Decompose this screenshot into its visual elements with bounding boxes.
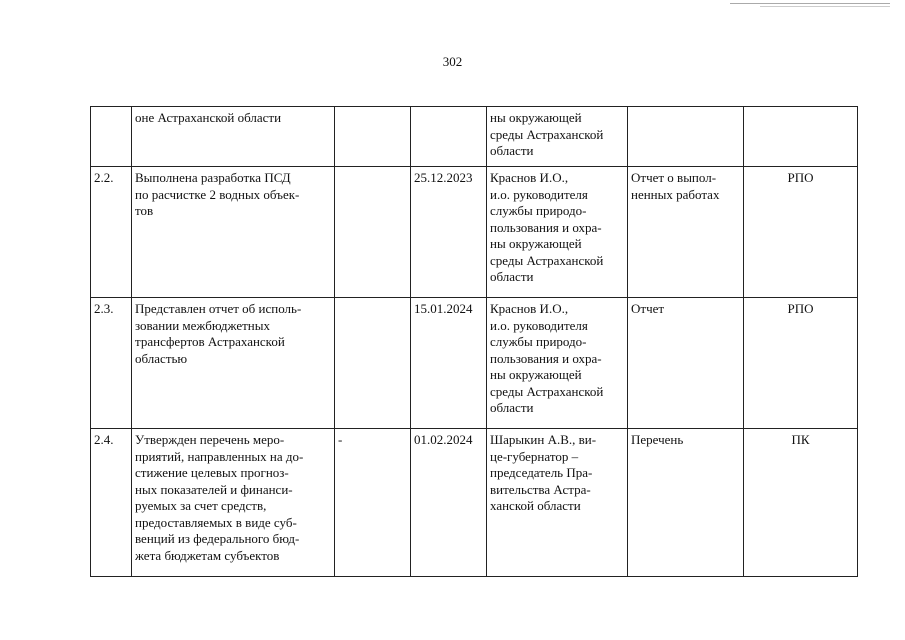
result-cell-line: трансфертов Астраханской bbox=[135, 334, 285, 349]
document-cell-line: Отчет о выпол- bbox=[631, 170, 717, 185]
result-cell bbox=[132, 107, 335, 167]
code-cell: РПО bbox=[744, 298, 858, 429]
result-cell-line: руемых за счет средств, bbox=[135, 498, 267, 513]
code-cell: РПО bbox=[744, 167, 858, 298]
responsible-cell bbox=[487, 107, 628, 167]
base-cell: - bbox=[335, 429, 411, 577]
result-cell-line: Утвержден перечень меро- bbox=[135, 432, 285, 447]
responsible-cell-line: и.о. руководителя bbox=[490, 317, 588, 333]
result-cell-line: ных показателей и финанси- bbox=[135, 481, 293, 497]
base-cell bbox=[335, 167, 411, 298]
responsible-cell-line: среды Астраханской bbox=[490, 126, 604, 142]
result-cell-line: тов bbox=[135, 203, 154, 218]
row-number-cell bbox=[91, 107, 132, 167]
responsible-cell-line: и.о. руководителя bbox=[490, 186, 588, 202]
result-cell-line: венций из федерального бюд- bbox=[135, 531, 300, 546]
responsible-cell bbox=[487, 429, 628, 577]
result-cell-line: Выполнена разработка ПСД bbox=[135, 170, 291, 185]
document-cell bbox=[628, 429, 744, 577]
document-cell bbox=[628, 107, 744, 167]
result-cell-line: областью bbox=[135, 350, 188, 366]
responsible-cell-line: пользования и охра- bbox=[490, 350, 602, 366]
responsible-cell-line: среды Астраханской bbox=[490, 252, 604, 268]
responsible-cell-line: ны окружающей bbox=[490, 110, 582, 125]
result-cell-line: предоставляемых в виде суб- bbox=[135, 514, 297, 530]
responsible-cell-line: це-губернатор – bbox=[490, 448, 579, 464]
responsible-cell-line: службы природо- bbox=[490, 334, 587, 349]
responsible-cell-line: пользования и охра- bbox=[490, 219, 602, 235]
scan-artifact-line bbox=[730, 3, 890, 4]
responsible-cell-line: Шарыкин А.В., ви- bbox=[490, 432, 597, 447]
result-cell bbox=[132, 429, 335, 577]
document-cell-line: ненных работах bbox=[631, 186, 720, 202]
base-cell bbox=[335, 107, 411, 167]
document-cell-line: Перечень bbox=[631, 432, 684, 447]
page-number: 302 bbox=[442, 54, 463, 69]
responsible-cell-line: среды Астраханской bbox=[490, 383, 604, 399]
results-table bbox=[90, 106, 858, 577]
table-body bbox=[91, 107, 858, 577]
result-cell-line: жета бюджетам субъектов bbox=[135, 547, 280, 563]
responsible-cell-line: службы природо- bbox=[490, 203, 587, 218]
scan-artifact-line bbox=[760, 6, 890, 7]
row-number-cell: 2.4. bbox=[91, 429, 132, 577]
table-row bbox=[91, 167, 858, 298]
responsible-cell-line: вительства Астра- bbox=[490, 481, 591, 497]
responsible-cell-line: Краснов И.О., bbox=[490, 170, 569, 185]
code-cell bbox=[744, 107, 858, 167]
responsible-cell-line: ны окружающей bbox=[490, 236, 582, 251]
table-row bbox=[91, 298, 858, 429]
table-row bbox=[91, 429, 858, 577]
date-cell: 01.02.2024 bbox=[411, 429, 487, 577]
result-cell bbox=[132, 298, 335, 429]
result-cell-line: по расчистке 2 водных объек- bbox=[135, 186, 300, 202]
base-cell bbox=[335, 298, 411, 429]
date-cell bbox=[411, 107, 487, 167]
responsible-cell-line: Краснов И.О., bbox=[490, 301, 569, 316]
result-cell-line: зовании межбюджетных bbox=[135, 317, 270, 333]
responsible-cell-line: ханской области bbox=[490, 498, 581, 513]
document-cell bbox=[628, 167, 744, 298]
responsible-cell bbox=[487, 298, 628, 429]
result-cell bbox=[132, 167, 335, 298]
result-cell-line: стижение целевых прогноз- bbox=[135, 465, 289, 480]
document-cell bbox=[628, 298, 744, 429]
row-number-cell: 2.3. bbox=[91, 298, 132, 429]
responsible-cell-line: области bbox=[490, 400, 534, 415]
code-cell: ПК bbox=[744, 429, 858, 577]
responsible-cell bbox=[487, 167, 628, 298]
result-cell-line: оне Астраханской области bbox=[135, 110, 282, 125]
date-cell: 25.12.2023 bbox=[411, 167, 487, 298]
responsible-cell-line: области bbox=[490, 269, 534, 284]
table-row bbox=[91, 107, 858, 167]
responsible-cell-line: ны окружающей bbox=[490, 367, 582, 382]
responsible-cell-line: председатель Пра- bbox=[490, 465, 593, 480]
result-cell-line: Представлен отчет об исполь- bbox=[135, 301, 302, 316]
result-cell-line: приятий, направленных на до- bbox=[135, 448, 304, 464]
row-number-cell: 2.2. bbox=[91, 167, 132, 298]
date-cell: 15.01.2024 bbox=[411, 298, 487, 429]
document-cell-line: Отчет bbox=[631, 301, 665, 316]
responsible-cell-line: области bbox=[490, 143, 534, 158]
